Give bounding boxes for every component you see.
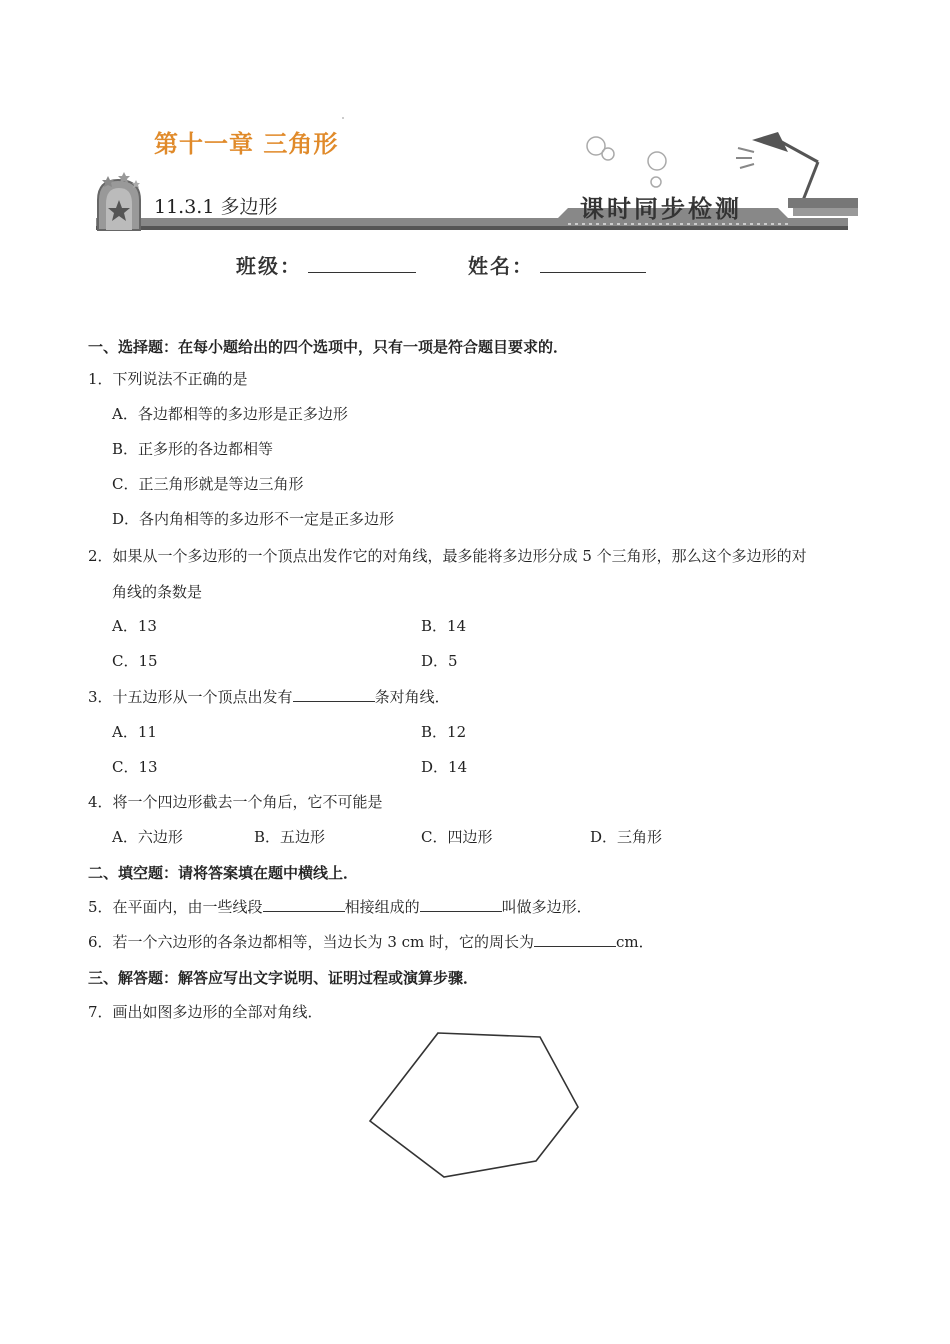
q5-stem — [88, 897, 592, 917]
q3-option-a[interactable]: A．11 — [112, 723, 157, 741]
q3-stem — [88, 687, 450, 707]
q3-option-b[interactable]: B．12 — [421, 723, 467, 741]
q1-option-a[interactable]: A．各边都相等的多边形是正多边形 — [112, 405, 348, 423]
q2-option-d[interactable]: D．5 — [421, 652, 458, 670]
q4-stem — [88, 792, 383, 812]
q4-option-b[interactable]: B．五边形 — [254, 828, 326, 846]
q5-answer-blank-2[interactable] — [420, 897, 502, 912]
q1-option-d[interactable]: D．各内角相等的多边形不一定是正多边形 — [112, 510, 395, 528]
q2-stem-line2: 角线的条数是 — [112, 583, 203, 601]
q5-number: 5． — [88, 898, 113, 916]
lesson-title: 11.3.1 多边形 — [154, 196, 278, 218]
q7-text: 画出如图多边形的全部对角线． — [112, 1003, 323, 1021]
class-blank[interactable] — [308, 272, 416, 273]
q3-option-d[interactable]: D．14 — [421, 758, 468, 776]
chapter-title: 第十一章 三角形 — [154, 130, 339, 158]
header-bar-shadow — [96, 226, 848, 230]
section-solve-heading: 三、解答题：解答应写出文字说明、证明过程或演算步骤． — [88, 969, 479, 987]
q6-text-2: cm． — [616, 933, 654, 951]
q2-option-a[interactable]: A．13 — [112, 617, 157, 635]
q4-text: 将一个四边形截去一个角后，它不可能是 — [112, 793, 383, 811]
q7-stem — [88, 1002, 323, 1022]
q4-number: 4． — [88, 793, 113, 811]
bubble-icon — [651, 177, 661, 187]
q3-text-post: 条对角线． — [374, 688, 450, 706]
name-field — [468, 250, 646, 279]
bubble-icon — [648, 152, 666, 170]
name-blank[interactable] — [540, 272, 646, 273]
q2-option-b[interactable]: B．14 — [421, 617, 467, 635]
hexagon-figure — [360, 1025, 590, 1190]
section-choice-heading: 一、选择题：在每小题给出的四个选项中，只有一项是符合题目要求的． — [88, 338, 569, 356]
q1-number: 1． — [88, 370, 113, 388]
sync-label: 课时同步检测 — [580, 194, 742, 223]
section-fill-heading: 二、填空题：请将答案填在题中横线上． — [88, 864, 359, 882]
q4-option-d[interactable]: D．三角形 — [590, 828, 663, 846]
q5-text-1: 在平面内，由一些线段 — [112, 898, 263, 916]
q1-option-c[interactable]: C．正三角形就是等边三角形 — [112, 475, 304, 493]
q5-text-2: 相接组成的 — [344, 898, 420, 916]
q1-stem — [88, 369, 248, 389]
q6-text-1: 若一个六边形的各条边都相等，当边长为 3 cm 时，它的周长为 — [112, 933, 535, 951]
q6-number: 6． — [88, 933, 113, 951]
q6-answer-blank[interactable] — [534, 932, 616, 947]
hexagon-outline — [370, 1033, 578, 1177]
q4-option-c[interactable]: C．四边形 — [421, 828, 493, 846]
class-label: 班级： — [236, 254, 302, 278]
q3-text-pre: 十五边形从一个顶点出发有 — [112, 688, 293, 706]
q7-number: 7． — [88, 1003, 113, 1021]
q3-answer-blank[interactable] — [293, 687, 375, 702]
book-icon — [793, 208, 858, 216]
q5-text-3: 叫做多边形． — [501, 898, 592, 916]
name-label: 姓名： — [468, 254, 534, 278]
q1-text: 下列说法不正确的是 — [112, 370, 248, 388]
class-field — [236, 250, 416, 279]
q6-stem — [88, 932, 654, 952]
bubble-icon — [602, 148, 614, 160]
q2-stem-line1: 2．如果从一个多边形的一个顶点出发作它的对角线，最多能将多边形分成 5 个三角形，那么这个多边形的对 — [88, 547, 807, 565]
desk-lamp-icon — [736, 132, 818, 208]
q4-option-a[interactable]: A．六边形 — [112, 828, 183, 846]
q2-option-c[interactable]: C．15 — [112, 652, 158, 670]
book-icon — [788, 198, 858, 208]
header-decoration — [88, 100, 868, 240]
q3-number: 3． — [88, 688, 113, 706]
q5-answer-blank-1[interactable] — [263, 897, 345, 912]
q3-option-c[interactable]: C．13 — [112, 758, 158, 776]
q1-option-b[interactable]: B．正多形的各边都相等 — [112, 440, 274, 458]
